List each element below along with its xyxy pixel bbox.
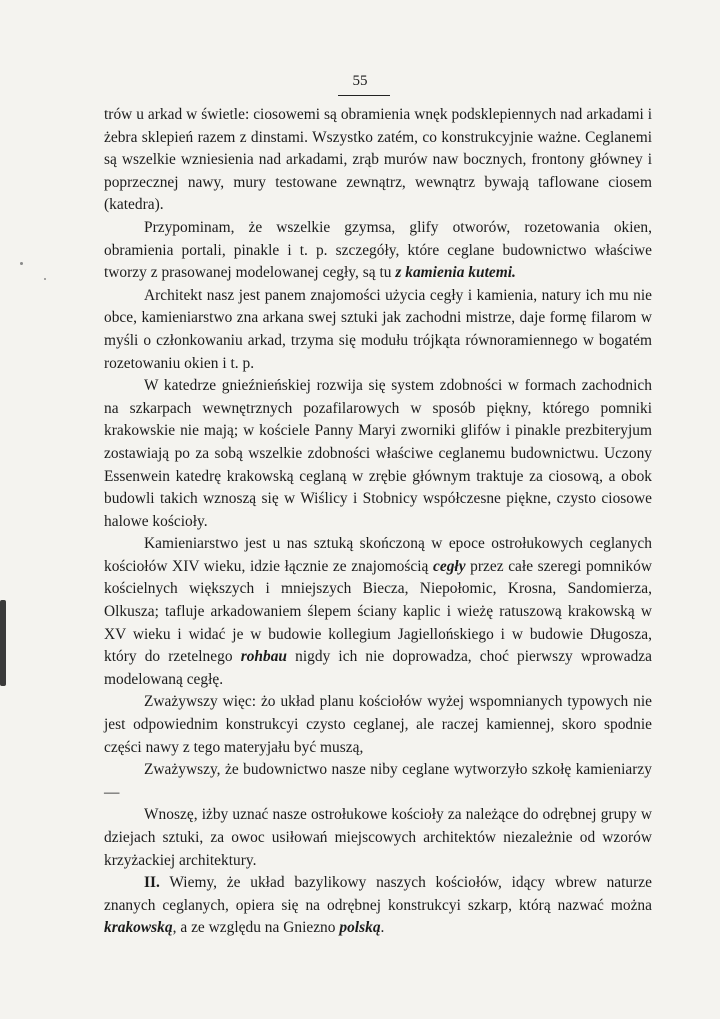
paragraph-p1 (104, 104, 652, 217)
paragraph-p5 (104, 533, 652, 691)
paper-speck (20, 262, 23, 265)
section-numeral: II. (144, 874, 160, 892)
paragraph-text: Architekt nasz jest panem znajomości użycia cegły i kamienia, natury ich mu nie obce, kamieniarstwo zna arkana swej sztuki jak zachodni mistrze, daje formę filarom w myśli o członkowaniu arkad, trzyma się modułu trójkąta równoramiennego w bogatém rozetowaniu okien i t. p. (104, 286, 652, 372)
paragraph-p9 (104, 872, 652, 940)
paragraph-p4 (104, 375, 652, 533)
paragraph-text: trów u arkad w świetle: ciosowemi są obramienia wnęk podsklepiennych nad arkadami i żebra sklepień razem z dinstami. Wszystko zatém, co konstrukcyjnie ważne. Ceglanemi są wszelkie wzniesienia nad arkadami, zrąb murów naw bocznych, frontony główney i poprzecznej nawy, mury testowane zewnątrz, wewnątrz bywają taflowane ciosem (katedra). (104, 106, 652, 214)
paragraph-p3 (104, 285, 652, 375)
paragraph-p8 (104, 804, 652, 872)
binding-edge-mark (0, 600, 6, 686)
paragraph-text: Wnoszę, iżby uznać nasze ostrołukowe kościoły za należące do odrębnej grupy w dziejach sztuki, za owoc usiłowań miejscowych architektów niezależnie od wzorów krzyżackiej architektury. (104, 806, 652, 869)
paragraph-p7 (104, 759, 652, 804)
paper-speck (44, 278, 46, 280)
paragraph-p2 (104, 217, 652, 285)
paragraph-text: Zważywszy, że budownictwo nasze niby ceglane wytworzyło szkołę kamieniarzy — (104, 761, 652, 801)
emphasized-text: krakowską (104, 919, 173, 937)
paragraph-text: . (380, 919, 385, 937)
emphasized-text: z kamienia kutemi. (395, 264, 516, 282)
paragraph-text: nigdy ich nie doprowadza, choć pierwszy wprowadza modelowaną cegłę. (104, 648, 652, 688)
emphasized-text: polską (339, 919, 381, 937)
paragraph-p6 (104, 691, 652, 759)
page-number-rule (338, 95, 390, 96)
paragraph-text: Wiemy, że układ bazylikowy naszych kościołów, idący wbrew naturze znanych ceglanych, opiera się na odrębnej konstrukcyi szkarp, którą nazwać można (104, 874, 652, 914)
paragraph-text: W katedrze gnieźnieńskiej rozwija się system zdobności w formach zachodnich na szkarpach wewnętrznych pozafilarowych w sposób piękny, którego pomniki krakowskie nie mają; w kościele Panny Maryi zworniki glifów i pinakle prezbiteryjum zostawiają po za sobą wszelkie zdobności właściwe ceglanemu budownictwu. Uczony Essenwein katedrę krakowską ceglaną w zrębie głównym traktuje za ciosową, a obok budowli takich wznoszą się w Wiślicy i Stobnicy współczesne piękne, czysto ciosowe halowe kościoły. (104, 377, 652, 530)
paragraph-text: Kamieniarstwo jest u nas sztuką skończoną w epoce ostrołukowych ceglanych kościołów XIV wieku, idzie łącznie ze znajomością (104, 535, 652, 575)
emphasized-text: cegły (433, 557, 466, 575)
paragraph-text: Przypominam, że wszelkie gzymsa, glify otworów, rozetowania okien, obramienia portali, pinakle i t. p. szczegóły, które ceglane budownictwo właściwe tworzy z prasowanej modelowanej cegły, są tu (104, 218, 652, 282)
paragraph-text: , a ze względu na Gniezno (172, 919, 340, 937)
paragraph-text: Zważywszy więc: żo układ planu kościołów wyżej wspomnianych typowych nie jest odpowiednim konstrukcyi czysto ceglanej, ale raczej kamiennej, skoro spodnie części nawy z tego materyjału być muszą, (104, 693, 652, 756)
emphasized-text: rohbau (240, 648, 288, 666)
page-number: 55 (352, 73, 368, 89)
paragraph-text: przez całe szeregi pomników kościelnych większych i mniejszych Biecza, Niepołomic, Krosna, Sandomierza, Olkusza; tafluje arkadowaniem ślepem ściany kaplic i wieżę ratuszową krakowską w XV wieku i widać je w budowie kollegium Jagiellońskiego i w budowie Długosza, który do rzetelnego (104, 557, 652, 666)
body-text (104, 104, 652, 940)
